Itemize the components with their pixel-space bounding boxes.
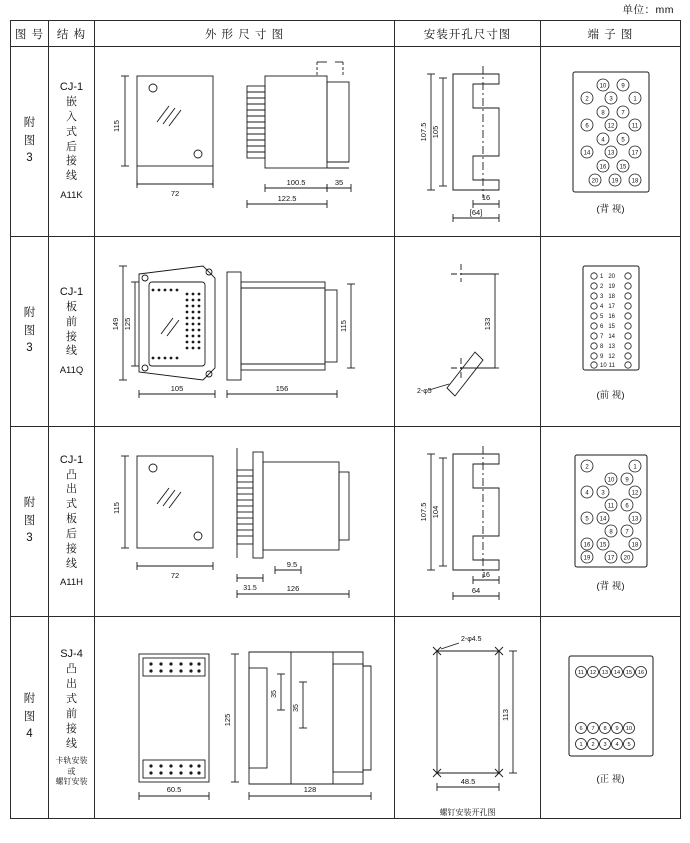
outline-drawing-a11q <box>95 238 393 426</box>
structure-desc: 嵌 入 式 后 接 线 <box>66 95 77 183</box>
mounting-note: 卡轨安装 或 螺钉安装 <box>55 756 88 787</box>
svg-text:7: 7 <box>624 529 629 536</box>
dim-31-5: 31.5 <box>243 584 257 592</box>
svg-text:6: 6 <box>584 123 589 130</box>
hole-drawing-sj4 <box>395 617 539 805</box>
svg-text:14: 14 <box>599 516 606 523</box>
hole-caption: 螺钉安装开孔图 <box>439 808 496 817</box>
cell-outline-drawing <box>95 237 395 427</box>
cell-hole-drawing <box>395 237 541 427</box>
terminal-a11h <box>541 445 680 598</box>
svg-text:9: 9 <box>620 83 625 90</box>
svg-text:8: 8 <box>600 110 605 117</box>
cell-terminal-drawing <box>541 427 681 617</box>
dim-60-5: 60.5 <box>166 784 182 794</box>
terminal-caption: (背 视) <box>596 581 625 592</box>
dim-64: [64] <box>469 207 483 217</box>
model-label: CJ-1 <box>59 285 84 298</box>
outline-drawing-a11k <box>95 48 393 236</box>
svg-text:12: 12 <box>607 354 615 360</box>
svg-text:2: 2 <box>599 284 603 290</box>
cell-outline-drawing <box>95 617 395 819</box>
terminal-a11k <box>541 62 680 221</box>
dim-122-5: 122.5 <box>277 193 297 203</box>
dim-133: 133 <box>483 317 492 330</box>
svg-text:13: 13 <box>607 344 615 350</box>
dim-35-a: 35 <box>271 689 278 698</box>
table-row <box>11 427 681 617</box>
cell-hole-drawing <box>395 427 541 617</box>
svg-text:11: 11 <box>577 670 584 677</box>
dim-16: 16 <box>482 571 490 579</box>
structure-desc: 凸 出 式 前 接 线 <box>66 663 77 750</box>
cell-hole-drawing <box>395 617 541 819</box>
svg-text:16: 16 <box>583 542 590 549</box>
table-row <box>11 47 681 237</box>
dim-72: 72 <box>170 570 180 580</box>
cell-fig-no: 附 图 3 <box>11 237 49 427</box>
dim-16: 16 <box>481 192 491 202</box>
dim-64: 64 <box>471 585 481 595</box>
terminal-diagram-sj4-front-view <box>559 650 663 766</box>
dim-105: 105 <box>170 383 184 393</box>
svg-text:13: 13 <box>601 670 608 677</box>
svg-text:10: 10 <box>599 363 607 369</box>
svg-text:14: 14 <box>607 334 615 340</box>
terminal-caption: (前 视) <box>596 390 625 401</box>
structure-desc: 板 前 接 线 <box>66 300 77 358</box>
table-row <box>11 617 681 819</box>
table-row <box>11 237 681 427</box>
svg-text:13: 13 <box>607 150 614 157</box>
svg-text:17: 17 <box>607 304 615 310</box>
header-fig-no: 图 号 <box>11 21 49 47</box>
svg-text:9: 9 <box>599 354 603 360</box>
terminal-caption: (背 视) <box>596 204 625 215</box>
cell-outline-drawing <box>95 427 395 617</box>
svg-text:15: 15 <box>599 542 606 549</box>
svg-text:5: 5 <box>626 742 631 749</box>
dim-2-phi5: 2-φ5 <box>417 387 432 395</box>
dim-126: 126 <box>286 583 300 593</box>
dim-125: 125 <box>223 713 232 726</box>
header-terminal: 端 子 图 <box>541 21 681 47</box>
cell-fig-no: 附 图 4 <box>11 617 49 819</box>
svg-text:1: 1 <box>632 96 637 103</box>
terminal-diagram-back-view <box>565 68 657 196</box>
svg-text:1: 1 <box>578 742 583 749</box>
svg-text:2: 2 <box>584 464 589 471</box>
svg-text:15: 15 <box>607 324 615 330</box>
svg-text:12: 12 <box>589 670 596 677</box>
unit-note: 单位：mm <box>622 4 674 16</box>
svg-text:4: 4 <box>599 304 603 310</box>
dim-128: 128 <box>303 784 317 794</box>
svg-text:10: 10 <box>599 83 606 90</box>
svg-text:20: 20 <box>623 555 630 562</box>
terminal-diagram-back-view-2 <box>565 451 657 573</box>
svg-text:20: 20 <box>591 178 598 185</box>
svg-text:18: 18 <box>607 294 615 300</box>
svg-text:15: 15 <box>619 164 626 171</box>
svg-text:8: 8 <box>608 529 613 536</box>
cell-structure <box>49 47 95 237</box>
svg-text:18: 18 <box>631 542 638 549</box>
dim-104: 104 <box>431 505 440 518</box>
dim-149: 149 <box>111 317 120 330</box>
model-label: CJ-1 <box>59 453 84 466</box>
svg-text:17: 17 <box>631 150 638 157</box>
svg-text:7: 7 <box>590 726 595 733</box>
dim-115: 115 <box>112 501 121 514</box>
dim-107-5: 107.5 <box>419 502 428 521</box>
svg-text:19: 19 <box>583 555 590 562</box>
svg-text:4: 4 <box>584 490 589 497</box>
svg-text:2: 2 <box>584 96 589 103</box>
svg-text:11: 11 <box>607 503 614 510</box>
cell-outline-drawing <box>95 47 395 237</box>
terminal-sj4 <box>541 644 680 791</box>
svg-text:20: 20 <box>607 274 615 280</box>
svg-text:13: 13 <box>631 516 638 523</box>
outline-drawing-sj4 <box>95 624 393 812</box>
svg-text:6: 6 <box>599 324 603 330</box>
cell-hole-drawing <box>395 47 541 237</box>
svg-text:11: 11 <box>631 123 638 130</box>
terminal-diagram-front-view <box>563 262 659 382</box>
svg-text:16: 16 <box>637 670 644 677</box>
svg-text:14: 14 <box>613 670 620 677</box>
svg-text:2: 2 <box>590 742 595 749</box>
svg-text:3: 3 <box>602 742 607 749</box>
svg-text:6: 6 <box>624 503 629 510</box>
svg-text:5: 5 <box>584 516 589 523</box>
structure-code: A11H <box>59 577 84 589</box>
svg-text:17: 17 <box>607 555 614 562</box>
dim-125: 125 <box>123 317 132 330</box>
model-label: SJ-4 <box>60 648 83 661</box>
dim-100-5: 100.5 <box>286 177 306 187</box>
svg-text:3: 3 <box>599 294 603 300</box>
svg-text:16: 16 <box>607 314 615 320</box>
svg-text:5: 5 <box>620 137 625 144</box>
dim-72: 72 <box>170 188 180 198</box>
svg-text:19: 19 <box>611 178 618 185</box>
cell-structure <box>49 427 95 617</box>
svg-text:14: 14 <box>583 150 590 157</box>
cell-terminal-drawing <box>541 617 681 819</box>
dim-115: 115 <box>339 319 348 332</box>
dim-105: 105 <box>431 125 440 138</box>
dim-2-phi4-5: 2-φ4.5 <box>461 636 482 643</box>
svg-text:18: 18 <box>631 178 638 185</box>
svg-text:12: 12 <box>631 490 638 497</box>
svg-text:6: 6 <box>578 726 583 733</box>
svg-text:7: 7 <box>620 110 625 117</box>
cell-fig-no: 附 图 3 <box>11 47 49 237</box>
hole-drawing-a11k <box>395 48 539 236</box>
structure-code: A11Q <box>59 365 84 377</box>
dim-113: 113 <box>501 709 510 721</box>
cell-structure <box>49 617 95 819</box>
svg-text:8: 8 <box>599 344 603 350</box>
svg-text:10: 10 <box>607 477 614 484</box>
svg-text:9: 9 <box>624 477 629 484</box>
svg-text:4: 4 <box>614 742 619 749</box>
dim-9-5: 9.5 <box>286 559 298 569</box>
dim-48-5: 48.5 <box>460 777 476 786</box>
terminal-a11q <box>541 256 680 407</box>
dim-115: 115 <box>112 119 121 132</box>
table-header-row <box>11 21 681 47</box>
svg-text:9: 9 <box>614 726 619 733</box>
cell-terminal-drawing <box>541 47 681 237</box>
dimension-table <box>10 20 681 819</box>
svg-text:1: 1 <box>632 464 637 471</box>
svg-text:15: 15 <box>625 670 632 677</box>
header-outline: 外 形 尺 寸 图 <box>95 21 395 47</box>
svg-text:3: 3 <box>600 490 605 497</box>
dim-35-b: 35 <box>293 703 300 712</box>
cell-structure <box>49 237 95 427</box>
svg-text:12: 12 <box>607 123 614 130</box>
svg-text:19: 19 <box>607 284 615 290</box>
structure-desc: 凸 出 式 板 后 接 线 <box>66 468 77 570</box>
header-structure: 结 构 <box>49 21 95 47</box>
svg-text:5: 5 <box>599 314 603 320</box>
svg-text:1: 1 <box>599 274 603 280</box>
dim-156: 156 <box>275 383 289 393</box>
terminal-caption: (正 视) <box>596 774 625 785</box>
svg-text:16: 16 <box>599 164 606 171</box>
header-hole: 安装开孔尺寸图 <box>395 21 541 47</box>
svg-text:11: 11 <box>608 363 615 369</box>
svg-text:10: 10 <box>625 726 632 733</box>
cell-terminal-drawing <box>541 237 681 427</box>
svg-text:8: 8 <box>602 726 607 733</box>
cell-fig-no: 附 图 3 <box>11 427 49 617</box>
hole-drawing-a11h <box>395 428 539 616</box>
svg-text:3: 3 <box>608 96 613 103</box>
dim-107-5: 107.5 <box>419 122 428 141</box>
hole-drawing-a11q <box>395 238 539 426</box>
outline-drawing-a11h <box>95 428 393 616</box>
structure-code: A11K <box>60 190 83 202</box>
dim-35: 35 <box>334 177 344 187</box>
svg-text:4: 4 <box>600 137 605 144</box>
model-label: CJ-1 <box>59 81 84 94</box>
svg-text:7: 7 <box>599 334 603 340</box>
